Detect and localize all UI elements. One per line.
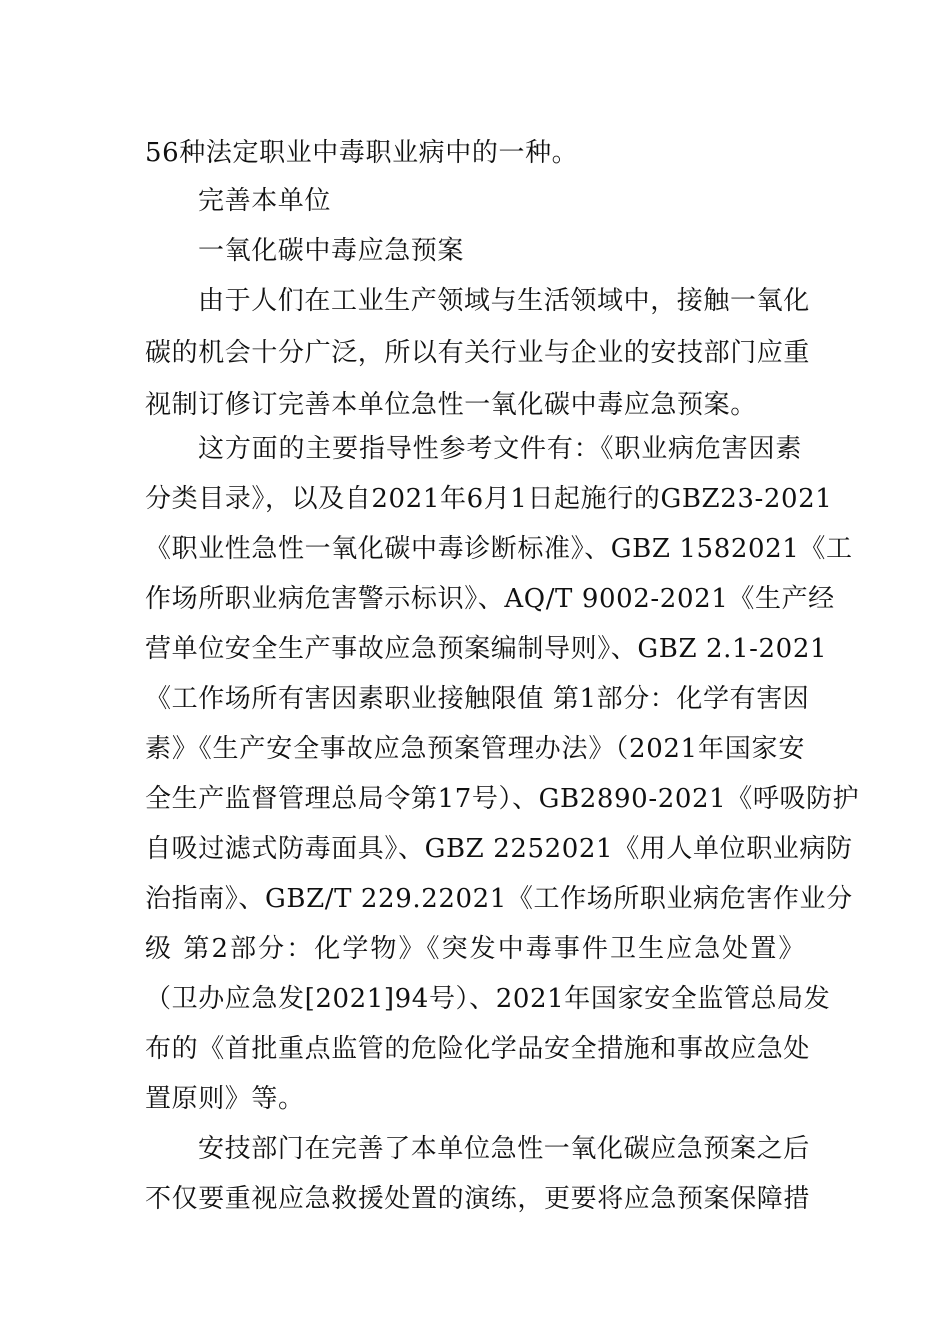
section-heading: 一氧化碳中毒应急预案 (198, 236, 465, 266)
text-line: 《工作场所有害因素职业接触限值 第1部分：化学有害因 (145, 684, 810, 714)
text-line: 自吸过滤式防毒面具》、GBZ 2252021《用人单位职业病防 (145, 834, 853, 864)
text-line: 56种法定职业中毒职业病中的一种。 (145, 138, 579, 168)
text-line: 治指南》、GBZ/T 229.22021《工作场所职业病危害作业分 (145, 884, 853, 914)
section-heading: 完善本单位 (198, 186, 332, 216)
text-line: 《职业性急性一氧化碳中毒诊断标准》、GBZ 1582021《工 (145, 534, 853, 564)
text-line: 素》《生产安全事故应急预案管理办法》（2021年国家安 (145, 734, 805, 764)
text-line: 碳的机会十分广泛，所以有关行业与企业的安技部门应重 (145, 338, 811, 368)
text-line: 视制订修订完善本单位急性一氧化碳中毒应急预案。 (145, 390, 757, 420)
text-line: 全生产监督管理总局令第17号）、GB2890-2021《呼吸防护 (145, 784, 860, 814)
text-line: 级 第2部分：化学物》《突发中毒事件卫生应急处置》 (145, 934, 805, 964)
text-line: （卫办应急发[2021]94号）、2021年国家安全监管总局发 (145, 984, 831, 1014)
text-line: 作场所职业病危害警示标识》、AQ/T 9002-2021《生产经 (145, 584, 835, 614)
text-line: 由于人们在工业生产领域与生活领域中，接触一氧化 (198, 286, 810, 316)
text-line: 布的《首批重点监管的危险化学品安全措施和事故应急处 (145, 1034, 811, 1064)
text-line: 这方面的主要指导性参考文件有：《职业病危害因素 (198, 434, 802, 464)
text-line: 营单位安全生产事故应急预案编制导则》、GBZ 2.1-2021 (145, 634, 828, 664)
text-line: 不仅要重视应急救援处置的演练，更要将应急预案保障措 (145, 1184, 811, 1214)
text-line: 分类目录》，以及自2021年6月1日起施行的GBZ23-2021 (145, 484, 833, 514)
text-line: 安技部门在完善了本单位急性一氧化碳应急预案之后 (198, 1134, 810, 1164)
text-line: 置原则》等。 (145, 1084, 305, 1114)
